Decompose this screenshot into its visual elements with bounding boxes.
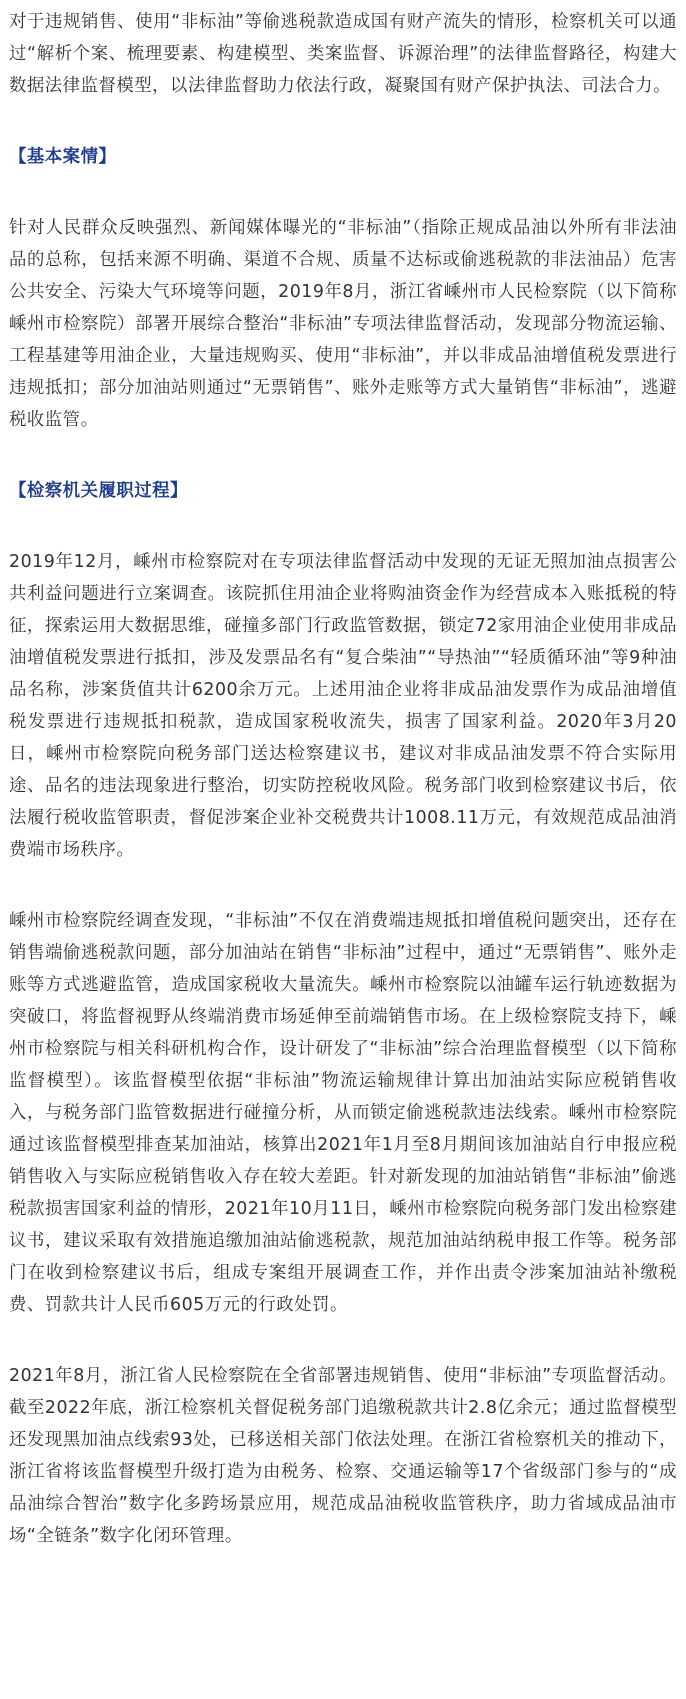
process-paragraph-3: 2021年8月，浙江省人民检察院在全省部署违规销售、使用“非标油”专项监督活动。截至2022年底，浙江检察机关督促税务部门追缴税款共计2.8亿余元；通过监督模型还发现黑加油点线索93处，已移送相关部门依法处理。在浙江省检察机关的推动下，浙江省将该监督模型升级打造为由税务、检察、交通运输等17个省级部门参与的“成品油综合智治”数字化多跨场景应用，规范成品油税收监管秩序，助力省域成品油市场“全链条”数字化闭环管理。 bbox=[9, 1366, 677, 1546]
intro-paragraph: 对于违规销售、使用“非标油”等偷逃税款造成国有财产流失的情形，检察机关可以通过“解析个案、梳理要素、构建模型、类案监督、诉源治理”的法律监督路径，构建大数据法律监督模型，以法律监督助力依法行政，凝聚国有财产保护执法、司法合力。 bbox=[9, 12, 677, 96]
section-heading-procuratorate-process: 【检察机关履职过程】 bbox=[9, 481, 188, 501]
process-paragraph-2: 嵊州市检察院经调查发现，“非标油”不仅在消费端违规抵扣增值税问题突出，还存在销售端偷逃税款问题，部分加油站在销售“非标油”过程中，通过“无票销售”、账外走账等方式逃避监管，造成国家税收大量流失。嵊州市检察院以油罐车运行轨迹数据为突破口，将监督视野从终端消费市场延伸至前端销售市场。在上级检察院支持下，嵊州市检察院与相关科研机构合作，设计研发了“非标油”综合治理监督模型（以下简称监督模型）。该监督模型依据“非标油”物流运输规律计算出加油站实际应税销售收入，与税务部门监管数据进行碰撞分析，从而锁定偷逃税款违法线索。嵊州市检察院通过该监督模型排查某加油站，核算出2021年1月至8月期间该加油站自行申报应税销售收入与实际应税销售收入存在较大差距。针对新发现的加油站销售“非标油”偷逃税款损害国家利益的情形，2021年10月11日，嵊州市检察院向税务部门发出检察建议书，建议采取有效措施追缴加油站偷逃税款，规范加油站纳税申报工作等。税务部门在收到检察建议书后，组成专案组开展调查工作，并作出责令涉案加油站补缴税费、罚款共计人民币605万元的行政处罚。 bbox=[9, 911, 677, 1315]
process-paragraph-1: 2019年12月，嵊州市检察院对在专项法律监督活动中发现的无证无照加油点损害公共利益问题进行立案调查。该院抓住用油企业将购油资金作为经营成本入账抵税的特征，探索运用大数据思维，碰撞多部门行政监管数据，锁定72家用油企业使用非成品油增值税发票进行抵扣，涉及发票品名有“复合柴油”“导热油”“轻质循环油”等9种油品名称，涉案货值共计6200余万元。上述用油企业将非成品油发票作为成品油增值税发票进行违规抵扣税款，造成国家税收流失，损害了国家利益。2020年3月20日，嵊州市检察院向税务部门送达检察建议书，建议对非成品油发票不符合实际用途、品名的违法现象进行整治，切实防控税收风险。税务部门收到检察建议书后，依法履行税收监管职责，督促涉案企业补交税费共计1008.11万元，有效规范成品油消费端市场秩序。 bbox=[9, 552, 678, 860]
basic-facts-paragraph: 针对人民群众反映强烈、新闻媒体曝光的“非标油”（指除正规成品油以外所有非法油品的总称，包括来源不明确、渠道不合规、质量不达标或偷逃税款的非法油品）危害公共安全、污染大气环境等问题，2019年8月，浙江省嵊州市人民检察院（以下简称嵊州市检察院）部署开展综合整治“非标油”专项法律监督活动，发现部分物流运输、工程基建等用油企业，大量违规购买、使用“非标油”，并以非成品油增值税发票进行违规抵扣；部分加油站则通过“无票销售”、账外走账等方式大量销售“非标油”，逃避税收监管。 bbox=[9, 218, 677, 430]
section-heading-basic-facts: 【基本案情】 bbox=[9, 147, 117, 167]
